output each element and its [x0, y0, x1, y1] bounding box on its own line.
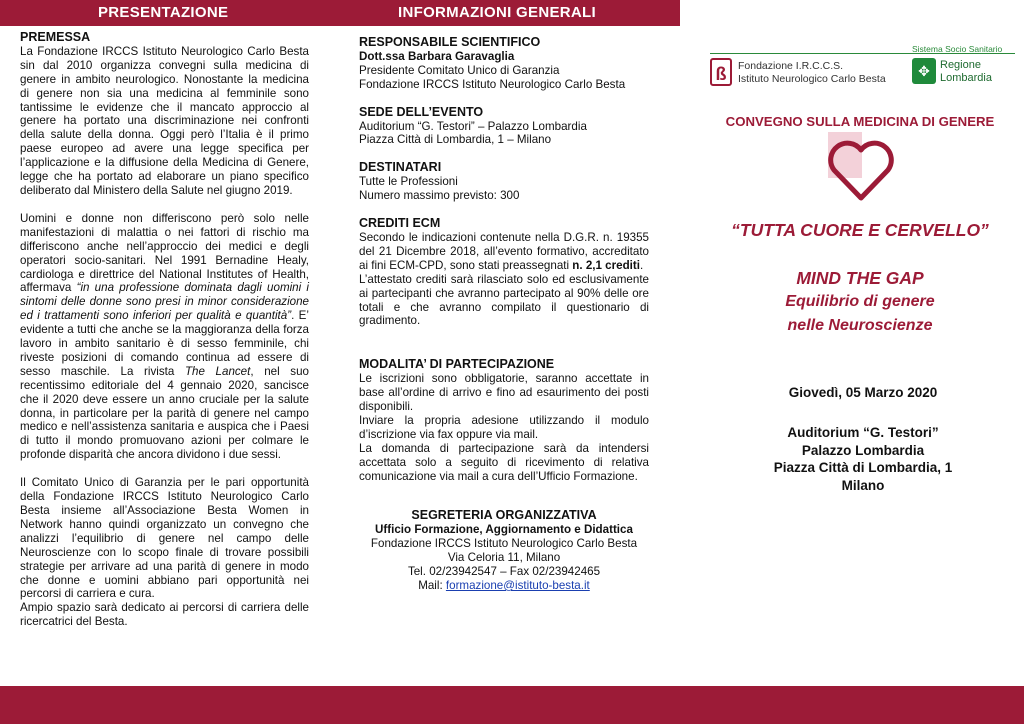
modalita-paragraph-3: La domanda di partecipazione sarà da intendersi accettata solo a seguito di ricevimento di relativa comunicazione via mail a cura dell’Ufficio Formazione.	[359, 441, 649, 483]
premessa-paragraph-4: Ampio spazio sarà dedicato ai percorsi di carriera delle ricercatrici del Besta.	[20, 601, 309, 629]
venue-line-1: Auditorium “G. Testori”	[787, 425, 939, 440]
venue-line-3: Piazza Città di Lombardia, 1	[773, 460, 953, 475]
sede-line-1: Auditorium “G. Testori” – Palazzo Lombardia	[359, 119, 587, 133]
ecm-title: CREDITI ECM	[359, 216, 441, 231]
responsabile-org: Fondazione IRCCS Istituto Neurologico Carlo Besta	[359, 77, 626, 91]
venue-line-2: Palazzo Lombardia	[801, 442, 925, 458]
destinatari-line-1: Tutte le Professioni	[359, 175, 458, 189]
informazioni-header: INFORMAZIONI GENERALI	[398, 4, 596, 21]
regione-cross-icon: ✥	[912, 58, 936, 84]
mail-label: Mail:	[418, 579, 446, 592]
sede-title: SEDE DELL’EVENTO	[359, 104, 484, 119]
besta-logo	[710, 58, 910, 88]
regione-lombardia-logo	[912, 58, 1017, 88]
convegno-title: CONVEGNO SULLA MEDICINA DI GENERE	[725, 114, 995, 129]
premessa-paragraph-2	[20, 212, 309, 462]
regione-line-1: Regione	[940, 59, 981, 71]
p2-text-b: . E’ evidente a tutti che anche se la maggioranza della forza lavoro in ambito sanitario è di sesso femminile, chi riveste posizioni di comando continua ad essere di sesso maschile. La rivista	[20, 309, 309, 378]
premessa-paragraph-3: Il Comitato Unico di Garanzia per le pari opportunità della Fondazione IRCCS Istituto Neurologico Carlo Besta insieme all’Associazione Besta Women in Network hanno quindi organizzato un convegno che analizzi l’equilibrio di genere nel campo delle Neuroscienze con lo scopo finale di trovare possibili strategie per arrivare ad una parità di genere in modo che donne e uomini abbiano pari opportunità nei percorsi di carriera e cura.	[20, 476, 309, 601]
segreteria-tel: Tel. 02/23942547 – Fax 02/23942465	[407, 565, 601, 579]
segreteria-title: SEGRETERIA ORGANIZZATIVA	[411, 508, 597, 523]
bottom-bar	[0, 686, 1024, 724]
ecm-paragraph-1	[359, 231, 649, 273]
responsabile-name: Dott.ssa Barbara Garavaglia	[359, 49, 515, 63]
segreteria-block	[359, 509, 649, 592]
event-date: Giovedì, 05 Marzo 2020	[788, 385, 938, 400]
healy-quote: “in una professione dominata dagli uomini i sintomi delle donne sono presi in minor considerazione ed i trattamenti sono inferiori per qualità e quantità”	[20, 281, 310, 323]
besta-logo-line-2: Istituto Neurologico Carlo Besta	[738, 73, 886, 85]
heart-logo-icon	[822, 128, 900, 206]
regione-line-2: Lombardia	[940, 72, 992, 84]
ecm-text-c: .	[639, 258, 644, 272]
premessa-paragraph-1: La Fondazione IRCCS Istituto Neurologico Carlo Besta sin dal 2010 organizza convegni sulla medicina di genere in ambito neurologico. Nonostante la medicina di genere non sia una medicina al femminile sono tantissime le evidenze che il mancato approccio al genere ha portato una discriminazione nei confronti della salute della donna. Oggi però l’Italia è il primo paese europeo ad avere una legge specifica per l’applicazione e la diffusione della Medicina di Genere, legge che ha portato ad elaborare un piano specifico deliberato dal Ministero della Salute nel giugno 2019.	[20, 44, 309, 197]
sede-line-2: Piazza Città di Lombardia, 1 – Milano	[359, 133, 552, 147]
ecm-paragraph-2: L’attestato crediti sarà rilasciato solo ed esclusivamente ai partecipanti che avranno partecipato al 90% delle ore totali e che avranno compilato il questionario di gradimento.	[359, 272, 649, 328]
subtitle-line-1: Equilibrio di genere	[785, 293, 935, 310]
cover-column	[700, 40, 1024, 686]
destinatari-title: DESTINATARI	[359, 160, 442, 175]
ecm-text-a: Secondo le indicazioni contenute nella D.G.R. n. 19355 del 21 Dicembre 2018, all’evento formativo, accreditato ai fini ECM-CPD, sono stati preassegnati	[359, 230, 649, 272]
premessa-title: PREMESSA	[20, 30, 91, 44]
p2-text-a: Uomini e donne non differiscono però solo nelle manifestazioni di malattia o nei fattori di rischio ma differiscono anche nell’approccio dei medici e degli operatori socio-sanitari. Nel 1991 Bernadine Healy, cardiologa e direttrice del National Institutes of Health, affermava	[20, 211, 309, 295]
top-header-bar	[0, 0, 680, 26]
tutta-cuore-title: “TUTTA CUORE E CERVELLO”	[731, 220, 989, 240]
modalita-title: MODALITA’ DI PARTECIPAZIONE	[359, 357, 555, 372]
responsabile-role: Presidente Comitato Unico di Garanzia	[359, 63, 560, 77]
venue-line-4: Milano	[841, 477, 885, 493]
journal-name: The Lancet	[184, 364, 251, 378]
besta-logo-line-1: Fondazione I.R.C.C.S.	[738, 60, 844, 72]
destinatari-line-2: Numero massimo previsto: 300	[359, 189, 520, 203]
informazioni-column	[359, 36, 649, 593]
segreteria-address: Via Celoria 11, Milano	[447, 551, 561, 565]
besta-logo-icon: ß	[710, 58, 732, 86]
modalita-paragraph-1: Le iscrizioni sono obbligatorie, saranno accettate in base all’ordine di arrivo e fino ad esaurimento dei posti disponibili.	[359, 372, 649, 414]
mind-the-gap-title: MIND THE GAP	[796, 268, 924, 288]
p2-text-c: , nel suo recentissimo editoriale del 4 gennaio 2020, sancisce che il 2020 deve essere un anno cruciale per la salute donna, in particolare per la parità di genere nel campo medico e nell’assistenza sanitaria e auspica che i Paesi di tutto il mondo promuovano azioni per colmare le profonde disparità che ancora dividono i due sessi.	[20, 364, 309, 462]
segreteria-org: Fondazione IRCCS Istituto Neurologico Carlo Besta	[370, 537, 638, 551]
responsabile-title: RESPONSABILE SCIENTIFICO	[359, 35, 541, 49]
subtitle-line-2: nelle Neuroscienze	[787, 317, 933, 334]
presentazione-column	[20, 31, 309, 629]
ssr-label: Sistema Socio Sanitario	[912, 44, 1003, 54]
modalita-paragraph-2: Inviare la propria adesione utilizzando il modulo d’iscrizione via fax oppure via mail.	[359, 413, 649, 441]
ecm-credits: n. 2,1 crediti	[572, 258, 640, 272]
event-venue	[700, 424, 1024, 494]
segreteria-office: Ufficio Formazione, Aggiornamento e Didattica	[375, 523, 633, 537]
segreteria-mail	[359, 579, 649, 593]
mail-link[interactable]: formazione@istituto-besta.it	[445, 579, 590, 592]
presentazione-header: PRESENTAZIONE	[98, 4, 229, 21]
